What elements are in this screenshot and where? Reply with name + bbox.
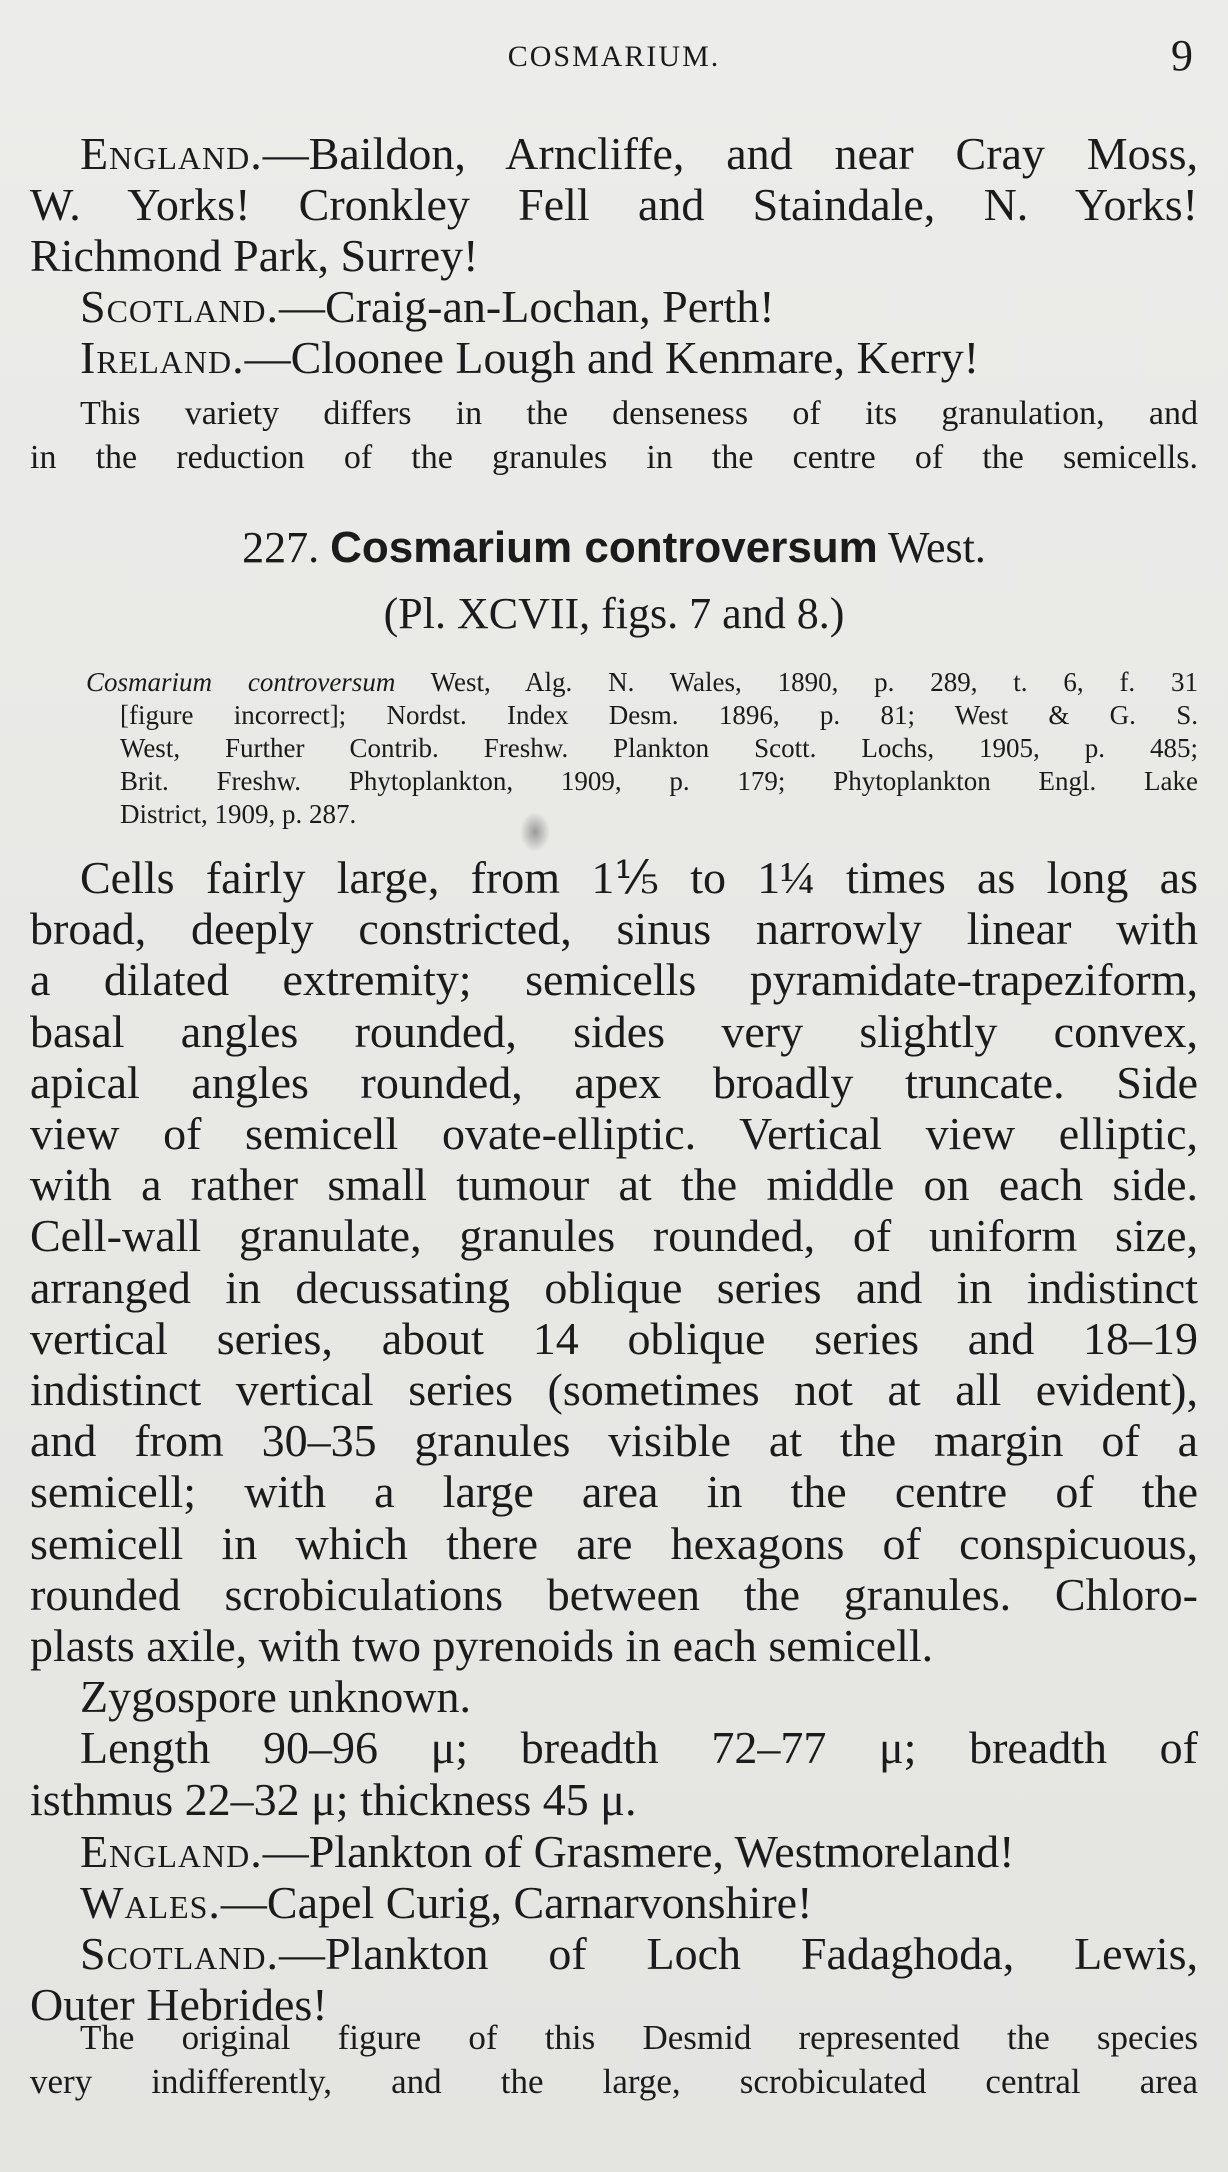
synonymy-line-5: District, 1909, p. 287. bbox=[120, 799, 357, 829]
synonymy-line-2: [figure incorrect]; Nordst. Index Desm. 1896, p. 81; West & G. S. bbox=[120, 700, 1198, 730]
species-number: 227. bbox=[242, 523, 320, 572]
scotland-text: —Plankton of Loch Fadaghoda, Lewis, bbox=[278, 1928, 1198, 1979]
description-line: basal angles rounded, sides very slightly convex, bbox=[30, 1005, 1198, 1057]
plate-reference: (Pl. XCVII, figs. 7 and 8.) bbox=[383, 589, 845, 638]
england-record-line-3: Richmond Park, Surrey! bbox=[30, 230, 479, 281]
measurements-line-2: isthmus 22–32 μ; thickness 45 μ. bbox=[30, 1773, 637, 1825]
synonymy-line-1 bbox=[86, 666, 1198, 699]
description-line: with a rather small tumour at the middle on each side. bbox=[30, 1159, 1198, 1211]
scotland-label: Scotland. bbox=[80, 281, 279, 332]
variety-note-line-1: This variety differs in the denseness of its granulation, and bbox=[80, 395, 1198, 432]
scotland-label: Scotland. bbox=[80, 1928, 279, 1979]
england-text: —Baildon, Arncliffe, and near Cray Moss, bbox=[262, 128, 1198, 179]
ireland-record bbox=[30, 332, 1198, 383]
description-line: apical angles rounded, apex broadly truncate. Side bbox=[30, 1056, 1198, 1108]
synonymy-line-1-rest: West, Alg. N. Wales, 1890, p. 289, t. 6, f. 31 bbox=[395, 667, 1198, 697]
description-line: rounded scrobiculations between the granules. Chloro- bbox=[30, 1568, 1198, 1620]
description-line: semicell; with a large area in the centre of the bbox=[30, 1466, 1198, 1518]
description-line: vertical series, about 14 oblique series and 18–19 bbox=[30, 1312, 1198, 1364]
scotland-record bbox=[30, 281, 1198, 332]
distribution-top bbox=[30, 128, 1198, 383]
description-line: Cells fairly large, from 1⅕ to 1¼ times as long as bbox=[80, 852, 1198, 903]
page-smudge bbox=[520, 812, 550, 852]
description-line: a dilated extremity; semicells pyramidate-trapeziform, bbox=[30, 954, 1198, 1006]
species-author: West. bbox=[888, 523, 986, 572]
wales-record bbox=[30, 1877, 1198, 1928]
description-line: plasts axile, with two pyrenoids in each semicell. bbox=[30, 1620, 934, 1672]
closing-note-line-1: The original figure of this Desmid represented the species bbox=[80, 2018, 1198, 2057]
synonymy bbox=[86, 666, 1198, 831]
description-line: semicell in which there are hexagons of conspicuous, bbox=[30, 1517, 1198, 1569]
england-record-line-2: W. Yorks! Cronkley Fell and Staindale, N. Yorks! bbox=[30, 179, 1198, 230]
wales-label: Wales. bbox=[80, 1877, 221, 1928]
england-record-line-1 bbox=[30, 128, 1198, 179]
england-text: —Plankton of Grasmere, Westmoreland! bbox=[262, 1826, 1015, 1877]
ireland-text: —Cloonee Lough and Kenmare, Kerry! bbox=[244, 332, 980, 383]
variety-note-line-2: in the reduction of the granules in the centre of the semicells. bbox=[30, 439, 1198, 476]
description-line: Cell-wall granulate, granules rounded, of uniform size, bbox=[30, 1210, 1198, 1262]
wales-text: —Capel Curig, Carnarvonshire! bbox=[220, 1877, 813, 1928]
england-record bbox=[30, 1826, 1198, 1877]
species-name: Cosmarium controversum bbox=[330, 523, 878, 572]
running-head bbox=[0, 30, 1228, 80]
scotland-record-line-1 bbox=[30, 1928, 1198, 1979]
england-label: England. bbox=[80, 128, 263, 179]
ireland-label: Ireland. bbox=[80, 332, 245, 383]
description-line: indistinct vertical series (sometimes not at all evident), bbox=[30, 1364, 1198, 1416]
page-number: 9 bbox=[1171, 31, 1193, 80]
scotland-text: —Craig-an-Lochan, Perth! bbox=[278, 281, 775, 332]
description-line: view of semicell ovate-elliptic. Vertical view elliptic, bbox=[30, 1108, 1198, 1160]
closing-note-line-2: very indifferently, and the large, scrobiculated central area bbox=[30, 2062, 1198, 2101]
synonymy-line-4: Brit. Freshw. Phytoplankton, 1909, p. 179; Phytoplankton Engl. Lake bbox=[120, 766, 1198, 796]
england-label: England. bbox=[80, 1826, 263, 1877]
description-line: and from 30–35 granules visible at the margin of a bbox=[30, 1415, 1198, 1467]
description-line: arranged in decussating oblique series and in indistinct bbox=[30, 1261, 1198, 1313]
running-title: COSMARIUM. bbox=[507, 40, 721, 73]
description-line: broad, deeply constricted, sinus narrowly linear with bbox=[30, 903, 1198, 955]
measurements-line-1: Length 90–96 μ; breadth 72–77 μ; breadth of bbox=[80, 1722, 1198, 1774]
closing-note bbox=[30, 2016, 1198, 2104]
synonymy-italic-name: Cosmarium controversum bbox=[86, 667, 396, 697]
scotland-record-line-2: Outer Hebrides! bbox=[30, 1979, 328, 2030]
distribution-bottom bbox=[30, 1826, 1198, 2030]
synonymy-line-3: West, Further Contrib. Freshw. Plankton Scott. Lochs, 1905, p. 485; bbox=[120, 733, 1198, 763]
variety-note bbox=[30, 392, 1198, 480]
zygospore-note: Zygospore unknown. bbox=[80, 1671, 471, 1723]
description bbox=[30, 852, 1198, 1825]
species-heading bbox=[0, 522, 1228, 574]
